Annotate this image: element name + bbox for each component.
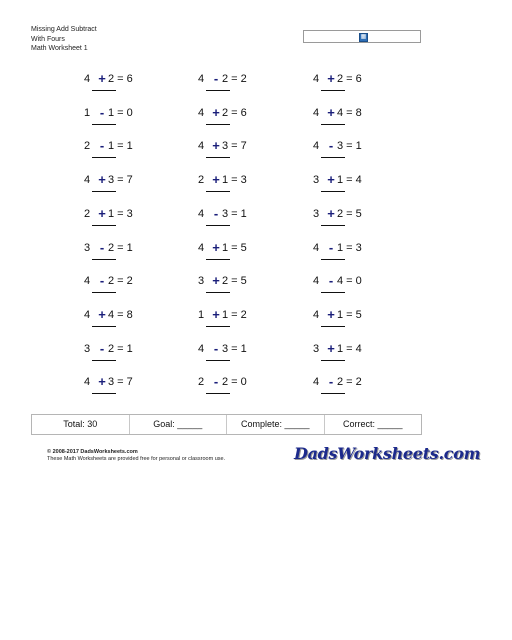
problem-item [84, 375, 184, 405]
dadsworksheets-logo[interactable]: DadsWorksheets.com [294, 444, 481, 463]
plus-operator: + [212, 239, 220, 255]
minus-operator: - [99, 340, 105, 356]
first-number: 4 [313, 241, 320, 254]
equation-rest: 2 = 0 [222, 376, 247, 389]
qr-box[interactable] [303, 30, 421, 43]
problem-item [198, 274, 298, 304]
minus-operator: - [99, 273, 105, 289]
answer-blank[interactable] [206, 393, 230, 394]
plus-operator: + [98, 306, 106, 322]
first-number: 4 [313, 275, 320, 288]
equation-rest: 2 = 6 [222, 106, 247, 119]
plus-operator: + [327, 205, 335, 221]
answer-blank[interactable] [92, 191, 116, 192]
answer-blank[interactable] [321, 225, 345, 226]
problem-item [313, 106, 413, 136]
equation-rest: 2 = 6 [337, 73, 362, 85]
minus-operator: - [213, 71, 219, 86]
plus-operator: + [212, 306, 220, 322]
plus-operator: + [212, 138, 220, 154]
equation-rest: 1 = 3 [108, 207, 133, 220]
first-number: 4 [84, 308, 91, 321]
first-number: 1 [198, 308, 205, 321]
minus-operator: - [99, 104, 105, 120]
qr-code-icon[interactable]: ▦ [360, 34, 367, 40]
minus-operator: - [328, 273, 334, 289]
answer-blank[interactable] [206, 124, 230, 125]
equation-rest: 1 = 4 [337, 174, 362, 187]
goal-field: Goal: _____ [130, 415, 228, 434]
answer-blank[interactable] [206, 157, 230, 158]
answer-blank[interactable] [206, 191, 230, 192]
equation-rest: 1 = 3 [222, 174, 247, 187]
first-number: 3 [198, 275, 205, 288]
first-number: 2 [84, 207, 91, 220]
first-number: 4 [198, 140, 205, 153]
minus-operator: - [99, 239, 105, 255]
answer-blank[interactable] [321, 393, 345, 394]
problem-item [198, 375, 298, 405]
plus-operator: + [212, 273, 220, 289]
problem-item [313, 139, 413, 169]
equation-rest: 1 = 5 [337, 308, 362, 321]
first-number: 1 [84, 106, 91, 119]
first-number: 4 [313, 376, 320, 389]
first-number: 2 [198, 376, 205, 389]
equation-rest: 4 = 8 [337, 106, 362, 119]
first-number: 4 [84, 376, 91, 389]
first-number: 3 [84, 342, 91, 355]
answer-blank[interactable] [92, 292, 116, 293]
equation-rest: 1 = 3 [337, 241, 362, 254]
first-number: 2 [198, 174, 205, 187]
minus-operator: - [213, 205, 219, 221]
equation-rest: 3 = 1 [337, 140, 362, 153]
first-number: 4 [84, 73, 91, 85]
problem-item [313, 241, 413, 271]
equation-rest: 2 = 6 [108, 73, 133, 85]
problem-item [84, 173, 184, 203]
answer-blank[interactable] [321, 90, 345, 91]
problem-item [84, 274, 184, 304]
minus-operator: - [213, 340, 219, 356]
problem-item [84, 106, 184, 136]
score-box [31, 414, 422, 435]
equation-rest: 3 = 1 [222, 342, 247, 355]
first-number: 4 [198, 342, 205, 355]
first-number: 4 [313, 140, 320, 153]
equation-rest: 2 = 5 [222, 275, 247, 288]
total-label: Total: 30 [32, 415, 130, 434]
plus-operator: + [98, 172, 106, 188]
first-number: 4 [198, 241, 205, 254]
worksheet-header [31, 25, 97, 54]
problem-item [313, 274, 413, 304]
answer-blank[interactable] [206, 225, 230, 226]
problem-item [198, 241, 298, 271]
problem-item [198, 139, 298, 169]
equation-rest: 2 = 1 [108, 342, 133, 355]
answer-blank[interactable] [206, 326, 230, 327]
problem-item [84, 207, 184, 237]
problem-item [313, 207, 413, 237]
problem-item [198, 308, 298, 338]
correct-field: Correct: _____ [342, 419, 403, 429]
equation-rest: 2 = 5 [337, 207, 362, 220]
problem-item [198, 72, 298, 102]
plus-operator: + [98, 374, 106, 390]
equation-rest: 3 = 7 [222, 140, 247, 153]
minus-operator: - [328, 239, 334, 255]
equation-rest: 2 = 2 [108, 275, 133, 288]
problem-item [313, 308, 413, 338]
first-number: 4 [313, 308, 320, 321]
answer-blank[interactable] [206, 90, 230, 91]
first-number: 4 [198, 106, 205, 119]
answer-blank[interactable] [92, 326, 116, 327]
first-number: 4 [84, 275, 91, 288]
problem-item [198, 106, 298, 136]
complete-field: Complete: _____ [227, 415, 325, 434]
minus-operator: - [99, 138, 105, 154]
problem-item [84, 241, 184, 271]
problem-item [198, 173, 298, 203]
first-number: 3 [313, 207, 320, 220]
equation-rest: 1 = 2 [222, 308, 247, 321]
problem-item [198, 342, 298, 372]
problem-item [84, 72, 184, 102]
answer-blank[interactable] [321, 360, 345, 361]
plus-operator: + [98, 71, 106, 86]
minus-operator: - [328, 138, 334, 154]
answer-blank[interactable] [321, 157, 345, 158]
first-number: 3 [84, 241, 91, 254]
equation-rest: 4 = 0 [337, 275, 362, 288]
equation-rest: 1 = 4 [337, 342, 362, 355]
first-number: 4 [198, 73, 205, 85]
first-number: 4 [313, 106, 320, 119]
plus-operator: + [327, 306, 335, 322]
copyright-notice [47, 449, 225, 463]
answer-blank[interactable] [321, 191, 345, 192]
worksheet-subtitle: With Fours [31, 35, 65, 43]
answer-blank[interactable] [92, 225, 116, 226]
equation-rest: 3 = 7 [108, 174, 133, 187]
plus-operator: + [327, 172, 335, 188]
answer-blank[interactable] [206, 259, 230, 260]
problem-item [84, 308, 184, 338]
equation-rest: 2 = 1 [108, 241, 133, 254]
answer-blank[interactable] [92, 124, 116, 125]
equation-rest: 1 = 1 [108, 140, 133, 153]
plus-operator: + [98, 205, 106, 221]
answer-blank[interactable] [321, 124, 345, 125]
problem-item [84, 342, 184, 372]
answer-blank[interactable] [92, 393, 116, 394]
answer-blank[interactable] [92, 259, 116, 260]
worksheet-number: Math Worksheet 1 [31, 45, 88, 52]
answer-blank[interactable] [321, 326, 345, 327]
equation-rest: 4 = 8 [108, 308, 133, 321]
problem-item [84, 139, 184, 169]
plus-operator: + [212, 104, 220, 120]
answer-blank[interactable] [321, 259, 345, 260]
first-number: 4 [84, 174, 91, 187]
equation-rest: 2 = 2 [337, 376, 362, 389]
minus-operator: - [328, 374, 334, 390]
problem-item [313, 375, 413, 405]
problem-item [313, 72, 413, 102]
equation-rest: 3 = 7 [108, 376, 133, 389]
problem-item [313, 173, 413, 203]
plus-operator: + [327, 104, 335, 120]
first-number: 2 [84, 140, 91, 153]
answer-blank[interactable] [206, 360, 230, 361]
answer-blank[interactable] [321, 292, 345, 293]
answer-blank[interactable] [92, 360, 116, 361]
worksheet-title: Missing Add Subtract [31, 26, 97, 33]
equation-rest: 1 = 5 [222, 241, 247, 254]
problem-item [313, 342, 413, 372]
minus-operator: - [213, 374, 219, 390]
problem-item [198, 207, 298, 237]
first-number: 3 [313, 174, 320, 187]
answer-blank[interactable] [92, 90, 116, 91]
plus-operator: + [327, 340, 335, 356]
equation-rest: 2 = 2 [222, 73, 247, 85]
first-number: 4 [313, 73, 320, 85]
first-number: 4 [198, 207, 205, 220]
plus-operator: + [327, 71, 335, 86]
equation-rest: 3 = 1 [222, 207, 247, 220]
equation-rest: 1 = 0 [108, 106, 133, 119]
answer-blank[interactable] [92, 157, 116, 158]
copyright-line: © 2008-2017 DadsWorksheets.com [47, 449, 138, 455]
plus-operator: + [212, 172, 220, 188]
answer-blank[interactable] [206, 292, 230, 293]
usage-line: These Math Worksheets are provided free for personal or classroom use. [47, 456, 226, 462]
first-number: 3 [313, 342, 320, 355]
